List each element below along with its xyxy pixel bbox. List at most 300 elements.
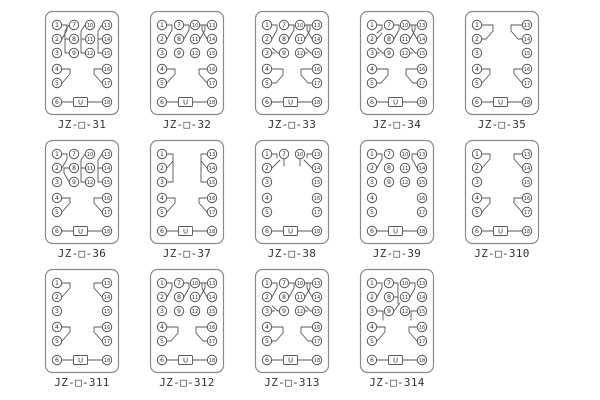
- svg-text:13: 13: [418, 280, 426, 287]
- svg-text:14: 14: [103, 36, 111, 43]
- terminal-14: [312, 34, 321, 43]
- diagram-label: JZ-□-313: [264, 376, 320, 389]
- svg-text:1: 1: [160, 21, 164, 29]
- terminal-11: [400, 163, 409, 172]
- svg-text:14: 14: [418, 165, 426, 172]
- svg-text:16: 16: [523, 66, 531, 73]
- svg-text:13: 13: [103, 151, 111, 158]
- svg-text:11: 11: [86, 165, 94, 172]
- terminal-3: [367, 48, 376, 57]
- svg-text:6: 6: [475, 227, 479, 235]
- svg-text:10: 10: [191, 280, 199, 287]
- terminal-12: [295, 48, 304, 57]
- wiring-svg: [359, 10, 435, 116]
- svg-text:16: 16: [418, 195, 426, 202]
- wiring-svg: [149, 139, 225, 245]
- terminal-18: [207, 226, 216, 235]
- diagram-label: JZ-□-35: [477, 118, 527, 131]
- svg-text:15: 15: [523, 179, 531, 186]
- terminal-4: [262, 322, 271, 331]
- terminal-3: [262, 48, 271, 57]
- terminal-14: [312, 292, 321, 301]
- svg-text:4: 4: [265, 65, 269, 73]
- terminal-13: [522, 149, 531, 158]
- terminal-9: [69, 177, 78, 186]
- svg-text:16: 16: [103, 66, 111, 73]
- terminal-4: [52, 64, 61, 73]
- svg-text:15: 15: [103, 50, 111, 57]
- svg-text:15: 15: [208, 308, 216, 315]
- coil-symbol: U: [77, 98, 84, 107]
- svg-text:4: 4: [265, 194, 269, 202]
- svg-text:11: 11: [191, 294, 199, 301]
- svg-text:15: 15: [418, 50, 426, 57]
- svg-text:17: 17: [418, 80, 426, 87]
- svg-text:17: 17: [103, 80, 111, 87]
- terminal-4: [157, 193, 166, 202]
- svg-text:13: 13: [103, 22, 111, 29]
- svg-text:3: 3: [160, 178, 164, 186]
- terminal-2: [367, 292, 376, 301]
- terminal-5: [262, 207, 271, 216]
- terminal-2: [262, 292, 271, 301]
- svg-text:13: 13: [523, 22, 531, 29]
- terminal-10: [400, 278, 409, 287]
- terminal-18: [207, 355, 216, 364]
- svg-text:1: 1: [55, 21, 59, 29]
- svg-text:1: 1: [370, 279, 374, 287]
- svg-text:14: 14: [523, 165, 531, 172]
- terminal-14: [102, 34, 111, 43]
- terminal-2: [157, 163, 166, 172]
- coil-symbol: U: [287, 227, 294, 236]
- terminal-9: [384, 48, 393, 57]
- svg-text:10: 10: [296, 151, 304, 158]
- svg-text:8: 8: [387, 293, 391, 301]
- svg-text:17: 17: [418, 209, 426, 216]
- svg-text:12: 12: [401, 179, 409, 186]
- terminal-2: [52, 163, 61, 172]
- svg-text:16: 16: [418, 324, 426, 331]
- terminal-6: [472, 97, 481, 106]
- svg-text:14: 14: [313, 294, 321, 301]
- svg-text:16: 16: [418, 66, 426, 73]
- svg-text:1: 1: [475, 21, 479, 29]
- wiring-svg: [359, 268, 435, 374]
- terminal-5: [367, 78, 376, 87]
- svg-text:15: 15: [208, 50, 216, 57]
- coil-symbol: U: [497, 98, 504, 107]
- svg-text:8: 8: [72, 164, 76, 172]
- svg-text:12: 12: [401, 50, 409, 57]
- svg-text:4: 4: [370, 323, 374, 331]
- terminal-15: [312, 177, 321, 186]
- coil-symbol: U: [392, 227, 399, 236]
- terminal-5: [157, 78, 166, 87]
- terminal-6: [262, 355, 271, 364]
- diagram-jz38: [254, 139, 330, 260]
- svg-text:1: 1: [160, 150, 164, 158]
- svg-text:5: 5: [265, 337, 269, 345]
- svg-text:16: 16: [208, 66, 216, 73]
- svg-text:17: 17: [313, 80, 321, 87]
- terminal-16: [522, 64, 531, 73]
- terminal-15: [102, 177, 111, 186]
- terminal-4: [262, 64, 271, 73]
- svg-text:11: 11: [401, 165, 409, 172]
- terminal-4: [472, 64, 481, 73]
- terminal-11: [190, 292, 199, 301]
- coil-symbol: U: [182, 227, 189, 236]
- svg-text:7: 7: [72, 21, 76, 29]
- terminal-6: [52, 355, 61, 364]
- diagram-jz36: [44, 139, 120, 260]
- terminal-13: [207, 149, 216, 158]
- svg-text:13: 13: [313, 280, 321, 287]
- terminal-13: [417, 149, 426, 158]
- diagram-label: JZ-□-312: [159, 376, 215, 389]
- terminal-10: [295, 149, 304, 158]
- svg-text:13: 13: [208, 151, 216, 158]
- terminal-4: [367, 64, 376, 73]
- terminal-8: [384, 292, 393, 301]
- terminal-17: [102, 336, 111, 345]
- svg-text:2: 2: [160, 164, 164, 172]
- svg-text:13: 13: [208, 280, 216, 287]
- svg-text:17: 17: [208, 338, 216, 345]
- svg-text:8: 8: [72, 35, 76, 43]
- svg-text:1: 1: [475, 150, 479, 158]
- terminal-16: [312, 322, 321, 331]
- terminal-11: [85, 163, 94, 172]
- svg-text:1: 1: [265, 279, 269, 287]
- svg-text:10: 10: [296, 280, 304, 287]
- svg-text:11: 11: [191, 36, 199, 43]
- svg-text:13: 13: [313, 151, 321, 158]
- svg-text:3: 3: [55, 178, 59, 186]
- terminal-4: [157, 322, 166, 331]
- terminal-18: [207, 97, 216, 106]
- svg-text:9: 9: [282, 307, 286, 315]
- terminal-14: [417, 292, 426, 301]
- terminal-15: [417, 177, 426, 186]
- terminal-9: [279, 48, 288, 57]
- terminal-9: [279, 306, 288, 315]
- svg-text:3: 3: [160, 307, 164, 315]
- terminal-1: [157, 278, 166, 287]
- terminal-7: [279, 149, 288, 158]
- svg-text:2: 2: [55, 293, 59, 301]
- terminal-1: [367, 20, 376, 29]
- terminal-7: [69, 20, 78, 29]
- svg-text:3: 3: [475, 178, 479, 186]
- svg-text:7: 7: [282, 279, 286, 287]
- svg-text:12: 12: [191, 308, 199, 315]
- diagram-row-3: [44, 268, 600, 389]
- svg-text:8: 8: [282, 293, 286, 301]
- svg-text:3: 3: [160, 49, 164, 57]
- svg-text:13: 13: [313, 22, 321, 29]
- svg-text:16: 16: [208, 195, 216, 202]
- svg-text:17: 17: [208, 80, 216, 87]
- svg-text:17: 17: [523, 80, 531, 87]
- diagram-jz312: [149, 268, 225, 389]
- svg-text:4: 4: [55, 323, 59, 331]
- terminal-17: [522, 78, 531, 87]
- terminal-6: [367, 97, 376, 106]
- terminal-1: [262, 278, 271, 287]
- terminal-3: [472, 177, 481, 186]
- terminal-18: [522, 226, 531, 235]
- terminal-15: [207, 306, 216, 315]
- coil-symbol: U: [287, 356, 294, 365]
- terminal-3: [52, 48, 61, 57]
- svg-text:5: 5: [160, 79, 164, 87]
- svg-text:4: 4: [370, 65, 374, 73]
- terminal-9: [174, 48, 183, 57]
- terminal-5: [52, 207, 61, 216]
- wiring-svg: [464, 139, 540, 245]
- svg-text:17: 17: [313, 338, 321, 345]
- svg-text:10: 10: [86, 151, 94, 158]
- terminal-1: [472, 149, 481, 158]
- svg-text:8: 8: [387, 35, 391, 43]
- terminal-18: [312, 97, 321, 106]
- diagram-label: JZ-□-314: [369, 376, 425, 389]
- terminal-12: [400, 306, 409, 315]
- terminal-16: [102, 322, 111, 331]
- terminal-16: [207, 193, 216, 202]
- svg-text:17: 17: [208, 209, 216, 216]
- terminal-15: [522, 177, 531, 186]
- terminal-6: [157, 226, 166, 235]
- svg-text:13: 13: [418, 22, 426, 29]
- terminal-14: [312, 163, 321, 172]
- diagram-label: JZ-□-32: [162, 118, 212, 131]
- terminal-14: [102, 163, 111, 172]
- terminal-8: [279, 292, 288, 301]
- svg-text:2: 2: [55, 35, 59, 43]
- terminal-13: [312, 149, 321, 158]
- terminal-1: [472, 20, 481, 29]
- terminal-4: [472, 193, 481, 202]
- svg-text:18: 18: [418, 228, 426, 235]
- svg-text:9: 9: [177, 307, 181, 315]
- svg-text:10: 10: [401, 151, 409, 158]
- terminal-1: [157, 20, 166, 29]
- terminal-2: [472, 34, 481, 43]
- diagram-jz37: [149, 139, 225, 260]
- terminal-14: [522, 163, 531, 172]
- wiring-svg: [464, 10, 540, 116]
- coil-symbol: U: [182, 356, 189, 365]
- terminal-5: [367, 336, 376, 345]
- diagram-jz33: [254, 10, 330, 131]
- svg-text:1: 1: [55, 279, 59, 287]
- terminal-3: [367, 306, 376, 315]
- terminal-13: [102, 278, 111, 287]
- svg-text:6: 6: [475, 98, 479, 106]
- svg-text:14: 14: [103, 165, 111, 172]
- svg-text:3: 3: [370, 307, 374, 315]
- terminal-1: [52, 20, 61, 29]
- svg-text:2: 2: [265, 35, 269, 43]
- terminal-17: [312, 78, 321, 87]
- terminal-4: [52, 193, 61, 202]
- terminal-6: [262, 226, 271, 235]
- terminal-16: [102, 193, 111, 202]
- terminal-10: [400, 20, 409, 29]
- svg-text:12: 12: [86, 179, 94, 186]
- terminal-8: [69, 163, 78, 172]
- svg-text:5: 5: [370, 79, 374, 87]
- terminal-3: [157, 48, 166, 57]
- svg-text:18: 18: [208, 99, 216, 106]
- terminal-7: [384, 278, 393, 287]
- terminal-18: [102, 97, 111, 106]
- svg-text:15: 15: [418, 179, 426, 186]
- svg-text:18: 18: [103, 99, 111, 106]
- terminal-16: [417, 193, 426, 202]
- terminal-6: [472, 226, 481, 235]
- terminal-6: [157, 97, 166, 106]
- terminal-1: [157, 149, 166, 158]
- terminal-15: [207, 177, 216, 186]
- terminal-15: [102, 48, 111, 57]
- wiring-svg: [254, 268, 330, 374]
- terminal-17: [522, 207, 531, 216]
- svg-text:14: 14: [313, 165, 321, 172]
- terminal-6: [157, 355, 166, 364]
- svg-text:15: 15: [313, 308, 321, 315]
- svg-text:12: 12: [296, 308, 304, 315]
- terminal-16: [417, 322, 426, 331]
- svg-text:6: 6: [160, 227, 164, 235]
- terminal-6: [52, 97, 61, 106]
- terminal-15: [522, 48, 531, 57]
- terminal-2: [157, 34, 166, 43]
- svg-text:18: 18: [313, 357, 321, 364]
- terminal-11: [85, 34, 94, 43]
- svg-text:3: 3: [265, 307, 269, 315]
- terminal-7: [174, 20, 183, 29]
- wiring-svg: [254, 139, 330, 245]
- svg-text:14: 14: [313, 36, 321, 43]
- svg-text:9: 9: [72, 49, 76, 57]
- svg-text:2: 2: [160, 293, 164, 301]
- diagram-label: JZ-□-37: [162, 247, 212, 260]
- terminal-11: [295, 34, 304, 43]
- terminal-13: [312, 278, 321, 287]
- terminal-7: [279, 20, 288, 29]
- svg-text:18: 18: [208, 357, 216, 364]
- terminal-17: [417, 78, 426, 87]
- terminal-5: [262, 78, 271, 87]
- svg-text:5: 5: [475, 208, 479, 216]
- terminal-6: [52, 226, 61, 235]
- svg-text:7: 7: [177, 21, 181, 29]
- svg-text:1: 1: [160, 279, 164, 287]
- terminal-9: [69, 48, 78, 57]
- terminal-16: [102, 64, 111, 73]
- svg-text:2: 2: [55, 164, 59, 172]
- coil-symbol: U: [77, 227, 84, 236]
- svg-text:16: 16: [313, 324, 321, 331]
- diagram-jz311: [44, 268, 120, 389]
- svg-text:18: 18: [523, 99, 531, 106]
- svg-text:14: 14: [418, 36, 426, 43]
- svg-text:15: 15: [103, 308, 111, 315]
- svg-text:1: 1: [55, 150, 59, 158]
- diagram-jz31: [44, 10, 120, 131]
- svg-text:5: 5: [55, 208, 59, 216]
- svg-text:6: 6: [160, 98, 164, 106]
- terminal-1: [52, 149, 61, 158]
- svg-text:12: 12: [401, 308, 409, 315]
- terminal-17: [417, 336, 426, 345]
- terminal-12: [400, 48, 409, 57]
- terminal-4: [262, 193, 271, 202]
- terminal-3: [472, 48, 481, 57]
- svg-text:4: 4: [160, 194, 164, 202]
- svg-text:1: 1: [370, 150, 374, 158]
- terminal-12: [295, 306, 304, 315]
- svg-text:3: 3: [370, 49, 374, 57]
- terminal-17: [207, 336, 216, 345]
- coil-symbol: U: [392, 98, 399, 107]
- svg-text:16: 16: [103, 195, 111, 202]
- terminal-2: [262, 34, 271, 43]
- terminal-5: [262, 336, 271, 345]
- svg-text:11: 11: [86, 36, 94, 43]
- svg-text:5: 5: [370, 337, 374, 345]
- terminal-10: [85, 20, 94, 29]
- svg-text:3: 3: [265, 49, 269, 57]
- svg-text:11: 11: [401, 36, 409, 43]
- svg-text:1: 1: [265, 21, 269, 29]
- terminal-9: [384, 306, 393, 315]
- terminal-15: [417, 306, 426, 315]
- svg-text:1: 1: [265, 150, 269, 158]
- svg-text:3: 3: [475, 49, 479, 57]
- svg-text:11: 11: [296, 36, 304, 43]
- terminal-2: [157, 292, 166, 301]
- diagram-row-2: [44, 139, 600, 260]
- svg-text:16: 16: [103, 324, 111, 331]
- terminal-10: [295, 278, 304, 287]
- terminal-2: [262, 163, 271, 172]
- terminal-13: [312, 20, 321, 29]
- terminal-9: [384, 177, 393, 186]
- terminal-1: [262, 20, 271, 29]
- svg-text:10: 10: [86, 22, 94, 29]
- svg-text:15: 15: [103, 179, 111, 186]
- svg-text:6: 6: [265, 227, 269, 235]
- wiring-svg: [44, 268, 120, 374]
- svg-text:7: 7: [387, 150, 391, 158]
- svg-text:18: 18: [313, 228, 321, 235]
- terminal-1: [262, 149, 271, 158]
- terminal-13: [102, 20, 111, 29]
- svg-text:2: 2: [475, 164, 479, 172]
- terminal-18: [102, 226, 111, 235]
- coil-symbol: U: [77, 356, 84, 365]
- terminal-13: [102, 149, 111, 158]
- terminal-8: [69, 34, 78, 43]
- svg-text:17: 17: [103, 338, 111, 345]
- wiring-svg: [44, 10, 120, 116]
- svg-text:6: 6: [55, 98, 59, 106]
